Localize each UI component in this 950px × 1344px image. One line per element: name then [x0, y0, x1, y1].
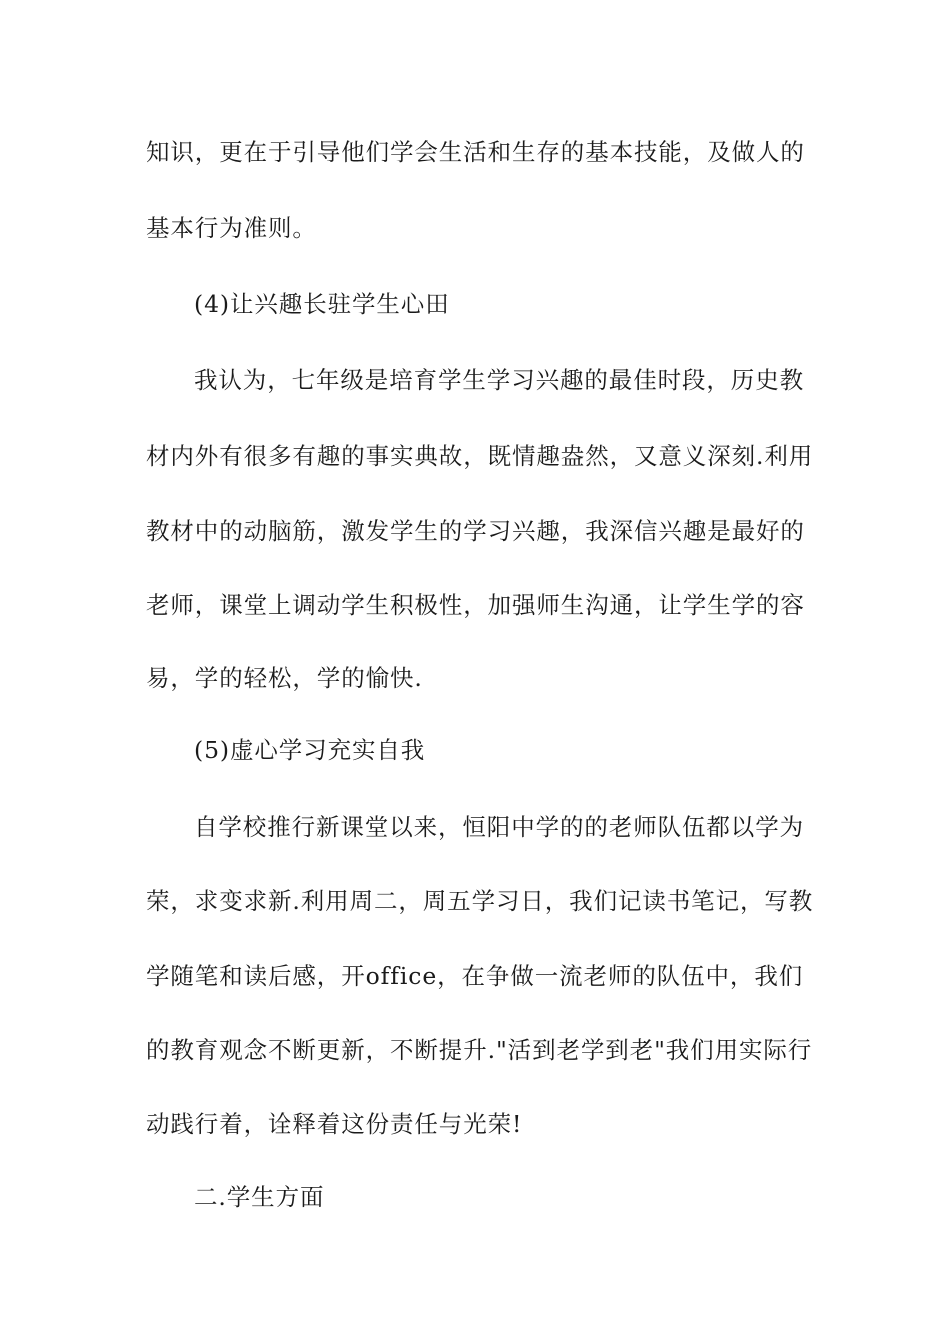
paragraph-line: 学随笔和读后感，开office，在争做一流老师的队伍中，我们 — [146, 962, 804, 990]
section-heading: (4)让兴趣长驻学生心田 — [194, 290, 450, 318]
paragraph-line: 荣，求变求新.利用周二，周五学习日，我们记读书笔记，写教 — [146, 887, 814, 915]
paragraph-line: 易，学的轻松，学的愉快. — [146, 664, 423, 692]
paragraph-line: 知识，更在于引导他们学会生活和生存的基本技能，及做人的 — [146, 138, 805, 166]
section-heading: (5)虚心学习充实自我 — [194, 736, 426, 764]
section-heading: 二.学生方面 — [194, 1183, 325, 1211]
paragraph-line: 老师，课堂上调动学生积极性，加强师生沟通，让学生学的容 — [146, 591, 805, 619]
paragraph-line: 我认为，七年级是培育学生学习兴趣的最佳时段，历史教 — [194, 366, 804, 394]
paragraph-line: 的教育观念不断更新，不断提升."活到老学到老"我们用实际行 — [146, 1036, 813, 1064]
paragraph-line: 教材中的动脑筋，激发学生的学习兴趣，我深信兴趣是最好的 — [146, 517, 805, 545]
paragraph-line: 基本行为准则。 — [146, 214, 317, 242]
paragraph-line: 自学校推行新课堂以来，恒阳中学的的老师队伍都以学为 — [194, 813, 804, 841]
paragraph-line: 材内外有很多有趣的事实典故，既情趣盎然，又意义深刻.利用 — [146, 442, 814, 470]
paragraph-line: 动践行着，诠释着这份责任与光荣! — [146, 1110, 523, 1138]
